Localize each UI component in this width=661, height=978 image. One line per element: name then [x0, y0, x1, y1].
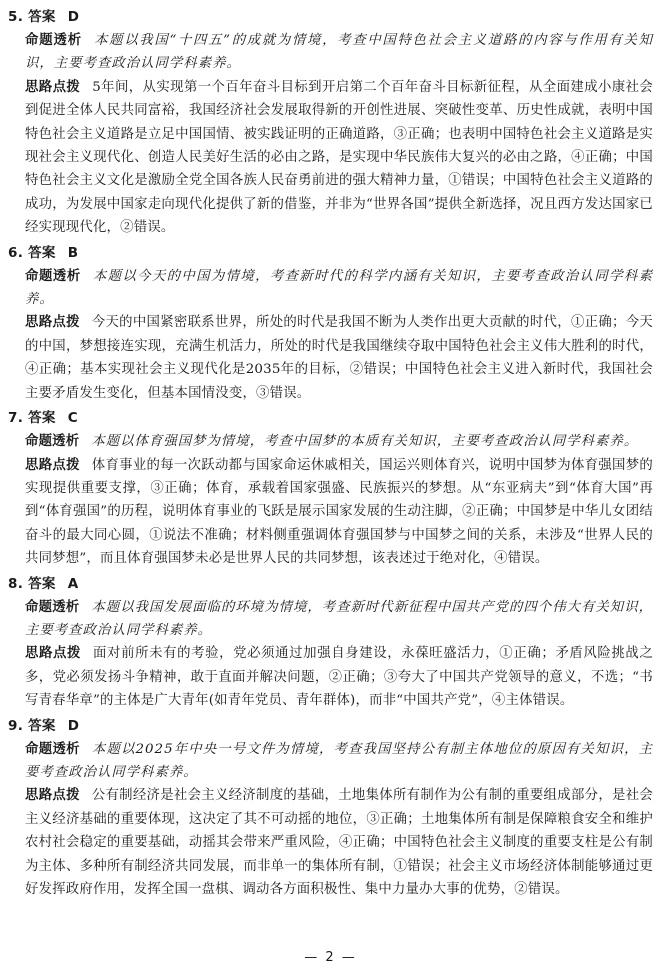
analysis-block — [25, 29, 653, 76]
question-number: 8. — [8, 575, 24, 592]
analysis-text: 本题以2025年中央一号文件为情境，考查我国坚持公有制主体地位的原因有关知识，主要考查政治认同学科素养。 — [25, 741, 653, 780]
analysis-label: 命题透析 — [25, 434, 80, 450]
answer-line — [8, 242, 653, 265]
hint-block — [25, 642, 653, 712]
hint-label: 思路点拨 — [25, 646, 82, 662]
question-number: 9. — [8, 717, 24, 734]
hint-text: 体育事业的每一次跃动都与国家命运休戚相关，国运兴则体育兴，说明中国梦为体育强国梦的实现提供重要支撑，③正确；体育，承载着国家强盛、民族振兴的梦想。从“东亚病夫”到“体育大国”再到“体育强国”的历程，说明体育事业的飞跃是展示国家发展的生动注脚，②正确；中国梦是中华儿女团结奋斗的最大同心圆，①说法不准确；材料侧重强调体育强国梦与中国梦之间的关系，未涉及“世界人民的共同梦想”，而且体育强国梦未必是世界人民的共同梦想，该表述过于绝对化，④错误。 — [25, 457, 653, 567]
analysis-block — [25, 738, 653, 785]
answer-choice: D — [67, 9, 80, 25]
answer-label: 答案 — [28, 244, 56, 261]
analysis-label: 命题透析 — [25, 599, 80, 615]
answer-choice: C — [67, 410, 78, 427]
answer-item-6 — [8, 242, 653, 405]
answer-line — [8, 6, 653, 29]
hint-text: 今天的中国紧密联系世界，所处的时代是我国不断为人类作出更大贡献的时代，①正确；今天的中国，梦想接连实现，充满生机活力，所处的时代是我国继续夺取中国特色社会主义伟大胜利的时代，④正确；基本实现社会主义现代化是2035年的目标，②错误；中国特色社会主义进入新时代，我国社会主要矛盾发生变化，但基本国情没变，③错误。 — [25, 315, 653, 401]
answer-choice: D — [67, 717, 80, 734]
answer-item-9 — [8, 715, 653, 902]
analysis-block — [25, 430, 653, 453]
hint-label: 思路点拨 — [25, 79, 81, 95]
analysis-text: 本题以我国发展面临的环境为情境，考查新时代新征程中国共产党的四个伟大有关知识，主要考查政治认同学科素养。 — [25, 599, 653, 638]
answer-choice: A — [67, 575, 79, 592]
answer-line — [8, 573, 653, 596]
answer-item-7 — [8, 407, 653, 570]
answer-choice: B — [67, 244, 79, 261]
hint-block — [25, 454, 653, 571]
hint-text: 公有制经济是社会主义经济制度的基础，土地集体所有制作为公有制的重要组成部分，是社会主义经济基础的重要体现，这决定了其不可动摇的地位，③正确；土地集体所有制是保障粮食安全和维护农村社会稳定的重要基础，动摇其会带来严重风险，④正确；中国特色社会主义制度的重要支柱是公有制为主体、多种所有制经济共同发展，而非单一的集体所有制，①错误；社会主义市场经济体制能够通过更好发挥政府作用，发挥全国一盘棋、调动各方面积极性、集中力量办大事的优势，②错误。 — [25, 788, 653, 897]
analysis-block — [25, 265, 653, 312]
hint-text: 5年间，从实现第一个百年奋斗目标到开启第二个百年奋斗目标新征程，从全面建成小康社会到促进全体人民共同富裕，我国经济社会发展取得新的开创性进展、突破性变革、历史性成就，表明中国特色社会主义道路是立足中国国情、被实践证明的正确道路，③正确；也表明中国特色社会主义道路是实现社会主义现代化、创造人民美好生活的必由之路，是实现中华民族伟大复兴的必由之路，④正确；中国特色社会主义文化是激励全党全国各族人民奋勇前进的强大精神力量，①错误；中国特色社会主义道路的成功，为发展中国家走向现代化提供了新的借鉴，并非为“世界各国”提供全新选择，况且西方发达国家已经实现现代化，②错误。 — [25, 79, 653, 236]
analysis-text: 本题以今天的中国为情境，考查新时代的科学内涵有关知识，主要考查政治认同学科素养。 — [25, 268, 653, 308]
answer-item-5 — [8, 6, 653, 240]
analysis-label: 命题透析 — [25, 33, 83, 48]
answer-sheet — [8, 6, 653, 903]
analysis-label: 命题透析 — [25, 741, 80, 757]
analysis-text: 本题以体育强国梦为情境，考查中国梦的本质有关知识，主要考查政治认同学科素养。 — [91, 434, 639, 450]
answer-label: 答案 — [28, 410, 56, 427]
hint-block — [25, 784, 653, 901]
answer-label: 答案 — [28, 717, 56, 734]
page-number: — 2 — — [304, 950, 357, 965]
hint-text: 面对前所未有的考验，党必须通过加强自身建设，永葆旺盛活力，①正确；矛盾风险挑战之多，党必须发扬斗争精神，敢于直面并解决问题，②正确；③夸大了中国共产党领导的意义，不选；“书写青春华章”的主体是广大青年(如青年党员、青年群体)，而非“中国共产党”，④主体错误。 — [25, 646, 653, 709]
answer-item-8 — [8, 573, 653, 713]
analysis-text: 本题以我国“十四五”的成就为情境，考查中国特色社会主义道路的内容与作用有关知识，主要考查政治认同学科素养。 — [25, 33, 653, 72]
answer-label: 答案 — [28, 575, 56, 592]
hint-label: 思路点拨 — [25, 315, 80, 331]
answer-label: 答案 — [28, 9, 56, 25]
hint-label: 思路点拨 — [25, 457, 80, 473]
question-number: 6. — [8, 244, 24, 261]
answer-line — [8, 407, 653, 430]
hint-label: 思路点拨 — [25, 788, 80, 804]
analysis-label: 命题透析 — [25, 268, 81, 284]
hint-block — [25, 311, 653, 405]
question-number: 5. — [8, 9, 24, 25]
answer-line — [8, 715, 653, 738]
hint-block — [25, 76, 653, 240]
analysis-block — [25, 596, 653, 643]
question-number: 7. — [8, 410, 24, 427]
